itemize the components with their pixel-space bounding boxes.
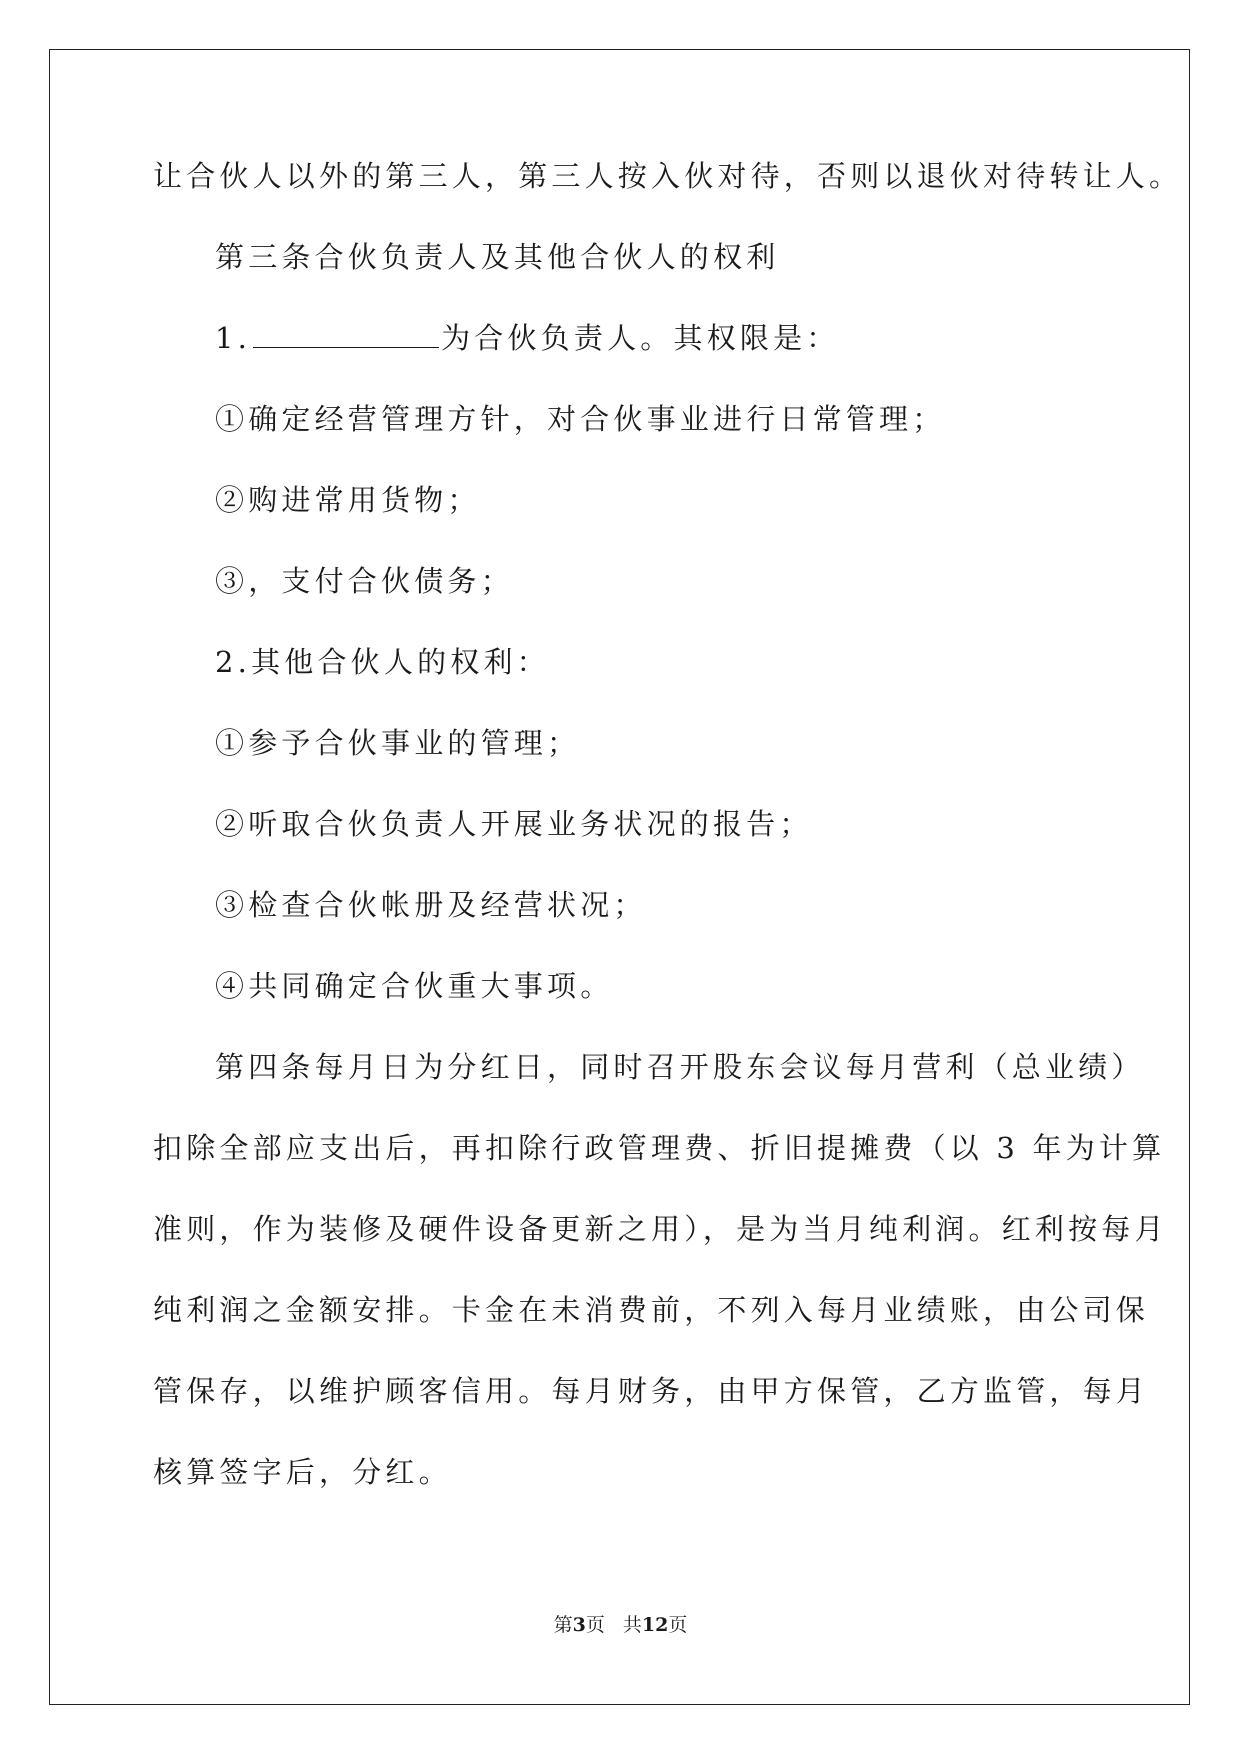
- article-3-heading: 第三条合伙负责人及其他合伙人的权利: [215, 240, 780, 274]
- name-blank-field: [253, 321, 439, 348]
- article-3-section: [153, 158, 1183, 1004]
- total-unit: 页: [668, 1614, 688, 1636]
- clause-1-number: 1.: [215, 321, 252, 355]
- total-prefix: 共: [622, 1614, 642, 1636]
- right-item-1: ①参予合伙事业的管理；: [215, 726, 581, 760]
- power-item-2: ②购进常用货物；: [215, 483, 481, 517]
- article-4-line: 第四条每月日为分红日，同时召开股东会议每月营利（总业绩）: [215, 1050, 1145, 1084]
- page-unit: 页: [585, 1614, 605, 1636]
- article-4-line: 纯利润之金额安排。卡金在未消费前，不列入每月业绩账，由公司保: [153, 1293, 1150, 1327]
- current-page-number: 3: [572, 1614, 586, 1636]
- clause-1-text: 为合伙负责人。其权限是：: [441, 321, 840, 355]
- article-4-line: 核算签字后，分红。: [153, 1455, 452, 1489]
- right-item-4: ④共同确定合伙重大事项。: [215, 969, 614, 1003]
- document-body: [153, 158, 1183, 1535]
- right-item-3: ③检查合伙帐册及经营状况；: [215, 888, 647, 922]
- article-4-paragraph: [153, 1049, 1168, 1490]
- article-4-line: 准则，作为装修及硬件设备更新之用），是为当月纯利润。红利按每月: [153, 1212, 1168, 1246]
- paragraph-continuation: 让合伙人以外的第三人，第三人按入伙对待，否则以退伙对待转让人。: [153, 159, 1183, 193]
- right-item-2: ②听取合伙负责人开展业务状况的报告；: [215, 807, 813, 841]
- article-4-line: 管保存，以维护顾客信用。每月财务，由甲方保管，乙方监管，每月: [153, 1374, 1150, 1408]
- clause-2-heading: 2.其他合伙人的权利：: [215, 645, 550, 679]
- power-item-1: ①确定经营管理方针，对合伙事业进行日常管理；: [215, 402, 946, 436]
- total-page-number: 12: [641, 1614, 669, 1636]
- power-item-3: ③，支付合伙债务；: [215, 564, 514, 598]
- page-footer: [0, 1613, 1241, 1637]
- article-4-line: 扣除全部应支出后，再扣除行政管理费、折旧提摊费（以 3 年为计算: [153, 1131, 1166, 1165]
- clause-1-responsible-partner: [153, 320, 1093, 356]
- page-prefix: 第: [553, 1614, 573, 1636]
